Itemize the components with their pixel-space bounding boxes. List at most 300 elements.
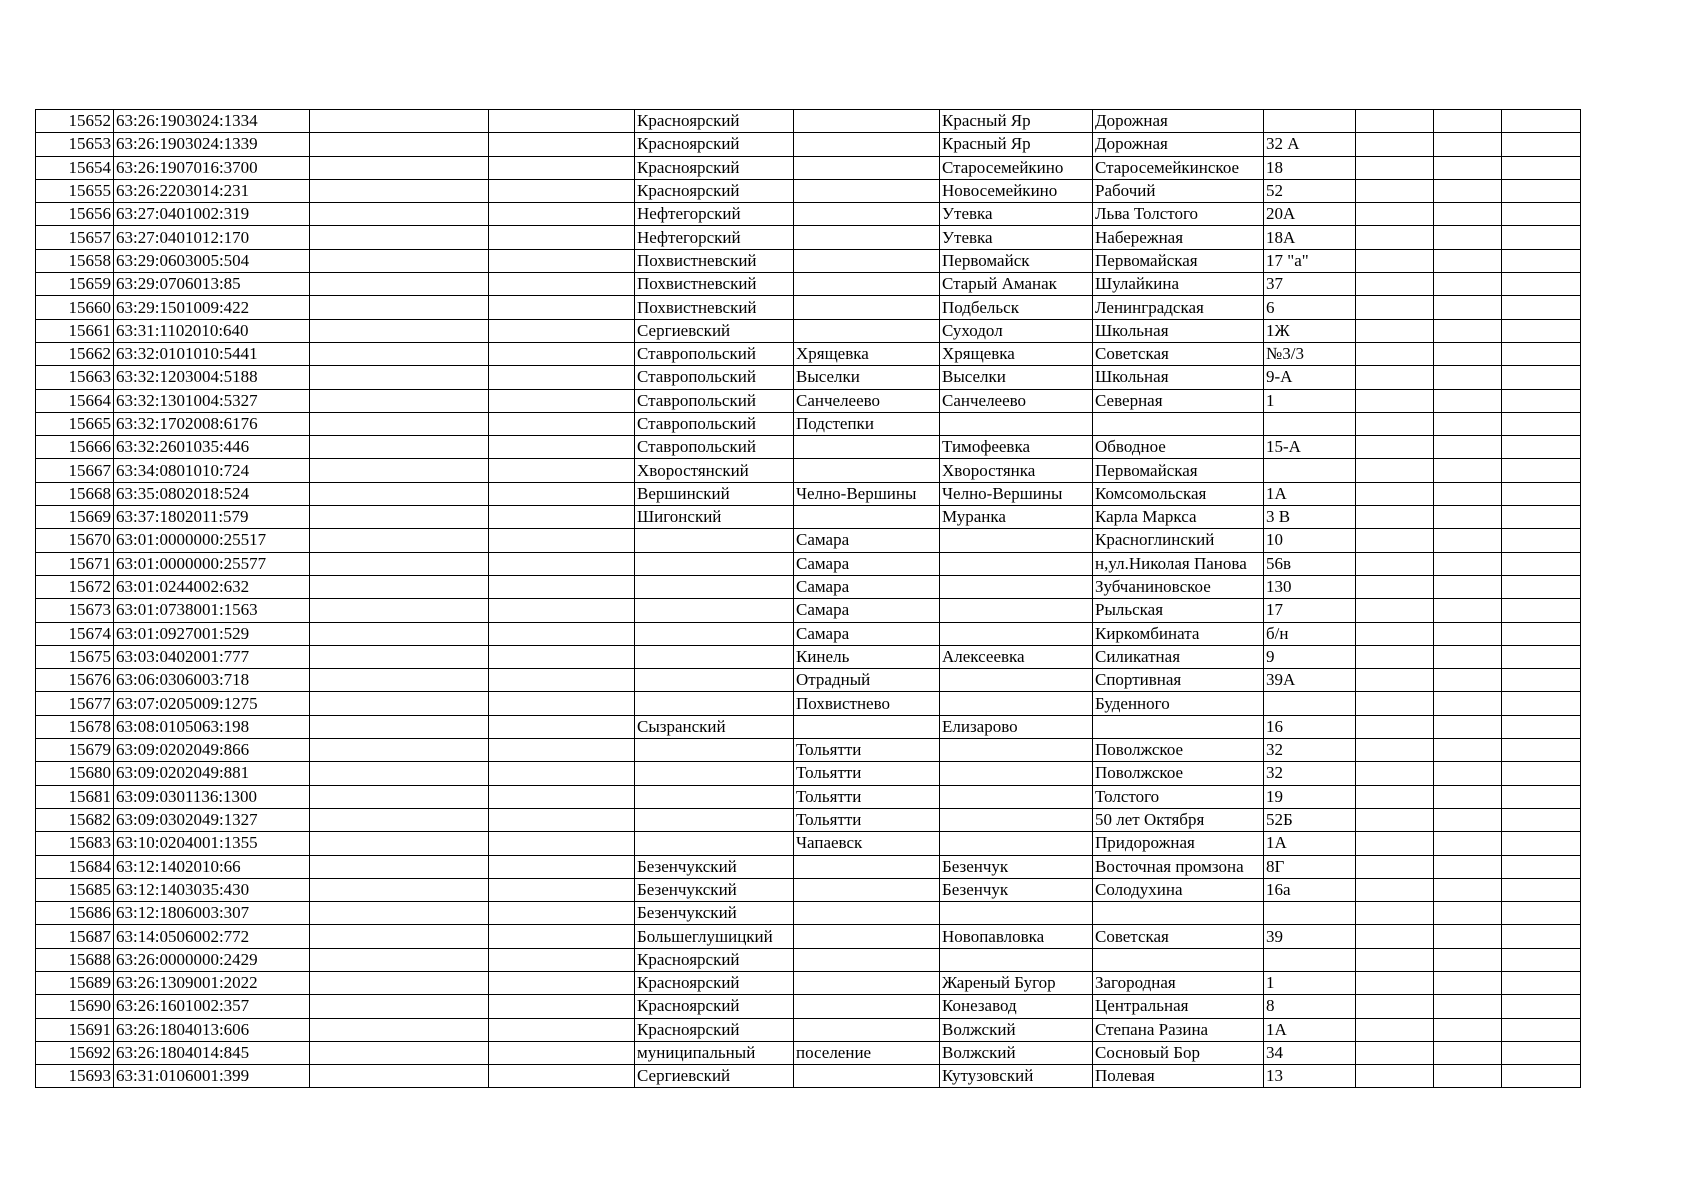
district-cell: Безенчукский (635, 902, 794, 925)
district-cell: Ставропольский (635, 436, 794, 459)
house-number-cell: 6 (1264, 296, 1356, 319)
settlement-cell: Кинель (794, 645, 940, 668)
col-3-cell (310, 902, 489, 925)
col-11-cell (1434, 995, 1502, 1018)
table-row (36, 832, 1581, 855)
district-cell: Ставропольский (635, 389, 794, 412)
col-4-cell (489, 925, 635, 948)
col-12-cell (1502, 739, 1581, 762)
col-4-cell (489, 739, 635, 762)
street-cell (1093, 948, 1264, 971)
col-4-cell (489, 133, 635, 156)
cadastral-number-cell: 63:06:0306003:718 (114, 669, 310, 692)
col-11-cell (1434, 692, 1502, 715)
col-11-cell (1434, 645, 1502, 668)
locality-cell (940, 552, 1093, 575)
locality-cell (940, 785, 1093, 808)
district-cell (635, 599, 794, 622)
col-12-cell (1502, 1018, 1581, 1041)
settlement-cell: Самара (794, 599, 940, 622)
district-cell: Красноярский (635, 971, 794, 994)
col-10-cell (1356, 762, 1434, 785)
street-cell: Сосновый Бор (1093, 1041, 1264, 1064)
col-10-cell (1356, 296, 1434, 319)
locality-cell: Старосемейкино (940, 156, 1093, 179)
district-cell: Красноярский (635, 995, 794, 1018)
row-number-cell: 15659 (36, 273, 114, 296)
settlement-cell: Отрадный (794, 669, 940, 692)
col-4-cell (489, 110, 635, 133)
col-12-cell (1502, 203, 1581, 226)
locality-cell (940, 762, 1093, 785)
locality-cell: Безенчук (940, 878, 1093, 901)
cadastral-number-cell: 63:27:0401012:170 (114, 226, 310, 249)
col-3-cell (310, 226, 489, 249)
col-12-cell (1502, 832, 1581, 855)
district-cell (635, 692, 794, 715)
row-number-cell: 15684 (36, 855, 114, 878)
col-10-cell (1356, 692, 1434, 715)
row-number-cell: 15670 (36, 529, 114, 552)
col-10-cell (1356, 855, 1434, 878)
col-10-cell (1356, 1065, 1434, 1088)
col-11-cell (1434, 319, 1502, 342)
col-12-cell (1502, 1041, 1581, 1064)
street-cell: Толстого (1093, 785, 1264, 808)
row-number-cell: 15676 (36, 669, 114, 692)
district-cell: Сергиевский (635, 319, 794, 342)
col-3-cell (310, 110, 489, 133)
col-3-cell (310, 739, 489, 762)
street-cell: Спортивная (1093, 669, 1264, 692)
col-4-cell (489, 273, 635, 296)
cadastral-number-cell: 63:26:1309001:2022 (114, 971, 310, 994)
col-4-cell (489, 482, 635, 505)
col-3-cell (310, 412, 489, 435)
col-11-cell (1434, 249, 1502, 272)
table-row (36, 902, 1581, 925)
house-number-cell: 18А (1264, 226, 1356, 249)
street-cell: Первомайская (1093, 249, 1264, 272)
cadastral-number-cell: 63:12:1806003:307 (114, 902, 310, 925)
street-cell: 50 лет Октября (1093, 808, 1264, 831)
col-11-cell (1434, 762, 1502, 785)
settlement-cell: Тольятти (794, 808, 940, 831)
col-10-cell (1356, 342, 1434, 365)
col-11-cell (1434, 366, 1502, 389)
street-cell: Первомайская (1093, 459, 1264, 482)
house-number-cell: 56в (1264, 552, 1356, 575)
col-10-cell (1356, 622, 1434, 645)
table-row (36, 133, 1581, 156)
col-3-cell (310, 179, 489, 202)
settlement-cell: Челно-Вершины (794, 482, 940, 505)
cadastral-number-cell: 63:01:0000000:25577 (114, 552, 310, 575)
house-number-cell: 8Г (1264, 855, 1356, 878)
settlement-cell (794, 133, 940, 156)
district-cell: Красноярский (635, 948, 794, 971)
house-number-cell: 1Ж (1264, 319, 1356, 342)
settlement-cell (794, 878, 940, 901)
district-cell: Хворостянский (635, 459, 794, 482)
cadastral-number-cell: 63:27:0401002:319 (114, 203, 310, 226)
locality-cell: Санчелеево (940, 389, 1093, 412)
district-cell: Красноярский (635, 133, 794, 156)
col-4-cell (489, 995, 635, 1018)
street-cell: Карла Маркса (1093, 506, 1264, 529)
street-cell: Старосемейкинское (1093, 156, 1264, 179)
col-4-cell (489, 832, 635, 855)
house-number-cell (1264, 948, 1356, 971)
locality-cell: Конезавод (940, 995, 1093, 1018)
cadastral-number-cell: 63:26:0000000:2429 (114, 948, 310, 971)
settlement-cell (794, 273, 940, 296)
table-row (36, 436, 1581, 459)
col-12-cell (1502, 133, 1581, 156)
cadastral-number-cell: 63:01:0000000:25517 (114, 529, 310, 552)
col-4-cell (489, 366, 635, 389)
street-cell: Советская (1093, 925, 1264, 948)
col-3-cell (310, 389, 489, 412)
settlement-cell (794, 902, 940, 925)
settlement-cell (794, 971, 940, 994)
row-number-cell: 15662 (36, 342, 114, 365)
col-4-cell (489, 971, 635, 994)
house-number-cell: 13 (1264, 1065, 1356, 1088)
cadastral-number-cell: 63:09:0202049:881 (114, 762, 310, 785)
table-row (36, 110, 1581, 133)
col-3-cell (310, 203, 489, 226)
cadastral-number-cell: 63:12:1403035:430 (114, 878, 310, 901)
street-cell: Рабочий (1093, 179, 1264, 202)
district-cell (635, 739, 794, 762)
col-3-cell (310, 925, 489, 948)
col-3-cell (310, 832, 489, 855)
settlement-cell: Похвистнево (794, 692, 940, 715)
col-12-cell (1502, 995, 1581, 1018)
cadastral-number-cell: 63:12:1402010:66 (114, 855, 310, 878)
street-cell: Центральная (1093, 995, 1264, 1018)
col-4-cell (489, 878, 635, 901)
house-number-cell: 16а (1264, 878, 1356, 901)
col-10-cell (1356, 575, 1434, 598)
col-3-cell (310, 1041, 489, 1064)
col-4-cell (489, 436, 635, 459)
col-11-cell (1434, 179, 1502, 202)
col-3-cell (310, 669, 489, 692)
house-number-cell: 1 (1264, 389, 1356, 412)
table-row (36, 529, 1581, 552)
district-cell: Шигонский (635, 506, 794, 529)
col-10-cell (1356, 1018, 1434, 1041)
street-cell: Льва Толстого (1093, 203, 1264, 226)
col-10-cell (1356, 878, 1434, 901)
col-12-cell (1502, 389, 1581, 412)
house-number-cell: 32 (1264, 762, 1356, 785)
col-12-cell (1502, 925, 1581, 948)
street-cell: Зубчаниновское (1093, 575, 1264, 598)
street-cell: Шулайкина (1093, 273, 1264, 296)
row-number-cell: 15679 (36, 739, 114, 762)
col-3-cell (310, 133, 489, 156)
street-cell: Восточная промзона (1093, 855, 1264, 878)
locality-cell: Тимофеевка (940, 436, 1093, 459)
col-11-cell (1434, 785, 1502, 808)
col-11-cell (1434, 459, 1502, 482)
col-4-cell (489, 156, 635, 179)
house-number-cell: 32 (1264, 739, 1356, 762)
settlement-cell (794, 203, 940, 226)
col-11-cell (1434, 552, 1502, 575)
settlement-cell (794, 855, 940, 878)
cadastral-number-cell: 63:08:0105063:198 (114, 715, 310, 738)
col-3-cell (310, 459, 489, 482)
settlement-cell (794, 459, 940, 482)
house-number-cell: 1А (1264, 482, 1356, 505)
table-row (36, 249, 1581, 272)
settlement-cell (794, 296, 940, 319)
col-11-cell (1434, 622, 1502, 645)
district-cell: Красноярский (635, 1018, 794, 1041)
col-4-cell (489, 599, 635, 622)
street-cell: Буденного (1093, 692, 1264, 715)
table-row (36, 296, 1581, 319)
locality-cell: Елизарово (940, 715, 1093, 738)
col-4-cell (489, 692, 635, 715)
col-3-cell (310, 715, 489, 738)
table-row (36, 785, 1581, 808)
street-cell: Набережная (1093, 226, 1264, 249)
street-cell: Школьная (1093, 366, 1264, 389)
cadastral-number-cell: 63:14:0506002:772 (114, 925, 310, 948)
settlement-cell: Самара (794, 622, 940, 645)
settlement-cell: Выселки (794, 366, 940, 389)
col-10-cell (1356, 948, 1434, 971)
col-12-cell (1502, 226, 1581, 249)
col-12-cell (1502, 506, 1581, 529)
row-number-cell: 15686 (36, 902, 114, 925)
col-12-cell (1502, 319, 1581, 342)
district-cell: Похвистневский (635, 273, 794, 296)
locality-cell: Новосемейкино (940, 179, 1093, 202)
house-number-cell (1264, 692, 1356, 715)
street-cell: н,ул.Николая Панова (1093, 552, 1264, 575)
locality-cell: Волжский (940, 1018, 1093, 1041)
col-4-cell (489, 203, 635, 226)
house-number-cell: 17 (1264, 599, 1356, 622)
col-10-cell (1356, 412, 1434, 435)
locality-cell (940, 412, 1093, 435)
col-10-cell (1356, 389, 1434, 412)
street-cell (1093, 412, 1264, 435)
locality-cell: Челно-Вершины (940, 482, 1093, 505)
col-10-cell (1356, 459, 1434, 482)
cadastral-registry-table (35, 109, 1581, 1088)
row-number-cell: 15687 (36, 925, 114, 948)
table-row (36, 156, 1581, 179)
col-12-cell (1502, 273, 1581, 296)
col-3-cell (310, 575, 489, 598)
row-number-cell: 15661 (36, 319, 114, 342)
col-10-cell (1356, 971, 1434, 994)
table-row (36, 342, 1581, 365)
col-12-cell (1502, 296, 1581, 319)
street-cell (1093, 902, 1264, 925)
settlement-cell: Хрящевка (794, 342, 940, 365)
col-11-cell (1434, 925, 1502, 948)
district-cell: Ставропольский (635, 342, 794, 365)
district-cell: Большеглушицкий (635, 925, 794, 948)
district-cell (635, 645, 794, 668)
settlement-cell (794, 110, 940, 133)
col-3-cell (310, 785, 489, 808)
col-4-cell (489, 1065, 635, 1088)
col-11-cell (1434, 669, 1502, 692)
col-11-cell (1434, 1065, 1502, 1088)
table-row (36, 366, 1581, 389)
locality-cell: Кутузовский (940, 1065, 1093, 1088)
district-cell: Ставропольский (635, 412, 794, 435)
col-4-cell (489, 902, 635, 925)
row-number-cell: 15691 (36, 1018, 114, 1041)
settlement-cell: Тольятти (794, 739, 940, 762)
registry-body (36, 110, 1581, 1088)
row-number-cell: 15674 (36, 622, 114, 645)
col-12-cell (1502, 948, 1581, 971)
table-row (36, 552, 1581, 575)
row-number-cell: 15675 (36, 645, 114, 668)
row-number-cell: 15660 (36, 296, 114, 319)
row-number-cell: 15669 (36, 506, 114, 529)
row-number-cell: 15688 (36, 948, 114, 971)
col-12-cell (1502, 902, 1581, 925)
cadastral-number-cell: 63:29:0706013:85 (114, 273, 310, 296)
street-cell: Солодухина (1093, 878, 1264, 901)
col-3-cell (310, 622, 489, 645)
locality-cell (940, 529, 1093, 552)
row-number-cell: 15652 (36, 110, 114, 133)
locality-cell (940, 622, 1093, 645)
table-row (36, 1065, 1581, 1088)
col-3-cell (310, 342, 489, 365)
row-number-cell: 15693 (36, 1065, 114, 1088)
district-cell (635, 622, 794, 645)
col-12-cell (1502, 249, 1581, 272)
col-11-cell (1434, 855, 1502, 878)
settlement-cell (794, 925, 940, 948)
col-10-cell (1356, 669, 1434, 692)
col-4-cell (489, 506, 635, 529)
district-cell: Ставропольский (635, 366, 794, 389)
cadastral-number-cell: 63:09:0302049:1327 (114, 808, 310, 831)
col-12-cell (1502, 645, 1581, 668)
cadastral-number-cell: 63:35:0802018:524 (114, 482, 310, 505)
col-12-cell (1502, 436, 1581, 459)
table-row (36, 506, 1581, 529)
cadastral-number-cell: 63:37:1802011:579 (114, 506, 310, 529)
locality-cell (940, 948, 1093, 971)
table-row (36, 1018, 1581, 1041)
locality-cell: Старый Аманак (940, 273, 1093, 296)
row-number-cell: 15665 (36, 412, 114, 435)
cadastral-number-cell: 63:29:0603005:504 (114, 249, 310, 272)
locality-cell (940, 692, 1093, 715)
row-number-cell: 15655 (36, 179, 114, 202)
table-row (36, 203, 1581, 226)
settlement-cell: поселение (794, 1041, 940, 1064)
locality-cell (940, 739, 1093, 762)
col-3-cell (310, 1065, 489, 1088)
table-row (36, 319, 1581, 342)
locality-cell: Выселки (940, 366, 1093, 389)
street-cell: Полевая (1093, 1065, 1264, 1088)
row-number-cell: 15680 (36, 762, 114, 785)
settlement-cell (794, 156, 940, 179)
settlement-cell (794, 948, 940, 971)
col-3-cell (310, 249, 489, 272)
cadastral-number-cell: 63:10:0204001:1355 (114, 832, 310, 855)
row-number-cell: 15681 (36, 785, 114, 808)
locality-cell: Муранка (940, 506, 1093, 529)
cadastral-number-cell: 63:29:1501009:422 (114, 296, 310, 319)
row-number-cell: 15685 (36, 878, 114, 901)
district-cell: Похвистневский (635, 296, 794, 319)
house-number-cell: 19 (1264, 785, 1356, 808)
col-3-cell (310, 971, 489, 994)
col-11-cell (1434, 715, 1502, 738)
col-12-cell (1502, 762, 1581, 785)
col-10-cell (1356, 319, 1434, 342)
table-row (36, 855, 1581, 878)
row-number-cell: 15656 (36, 203, 114, 226)
col-12-cell (1502, 156, 1581, 179)
table-row (36, 645, 1581, 668)
table-row (36, 179, 1581, 202)
row-number-cell: 15690 (36, 995, 114, 1018)
col-3-cell (310, 995, 489, 1018)
col-12-cell (1502, 669, 1581, 692)
col-3-cell (310, 878, 489, 901)
table-row (36, 669, 1581, 692)
district-cell: Сергиевский (635, 1065, 794, 1088)
house-number-cell: №3/3 (1264, 342, 1356, 365)
district-cell (635, 832, 794, 855)
col-3-cell (310, 808, 489, 831)
col-11-cell (1434, 971, 1502, 994)
row-number-cell: 15663 (36, 366, 114, 389)
col-11-cell (1434, 133, 1502, 156)
locality-cell: Красный Яр (940, 133, 1093, 156)
locality-cell: Волжский (940, 1041, 1093, 1064)
col-11-cell (1434, 902, 1502, 925)
locality-cell: Первомайск (940, 249, 1093, 272)
table-row (36, 995, 1581, 1018)
locality-cell: Новопавловка (940, 925, 1093, 948)
col-12-cell (1502, 342, 1581, 365)
cadastral-number-cell: 63:32:1702008:6176 (114, 412, 310, 435)
col-4-cell (489, 1018, 635, 1041)
house-number-cell (1264, 459, 1356, 482)
table-row (36, 1041, 1581, 1064)
street-cell: Придорожная (1093, 832, 1264, 855)
col-10-cell (1356, 133, 1434, 156)
street-cell: Ленинградская (1093, 296, 1264, 319)
table-row (36, 762, 1581, 785)
col-12-cell (1502, 599, 1581, 622)
col-11-cell (1434, 436, 1502, 459)
district-cell (635, 785, 794, 808)
settlement-cell (794, 1065, 940, 1088)
